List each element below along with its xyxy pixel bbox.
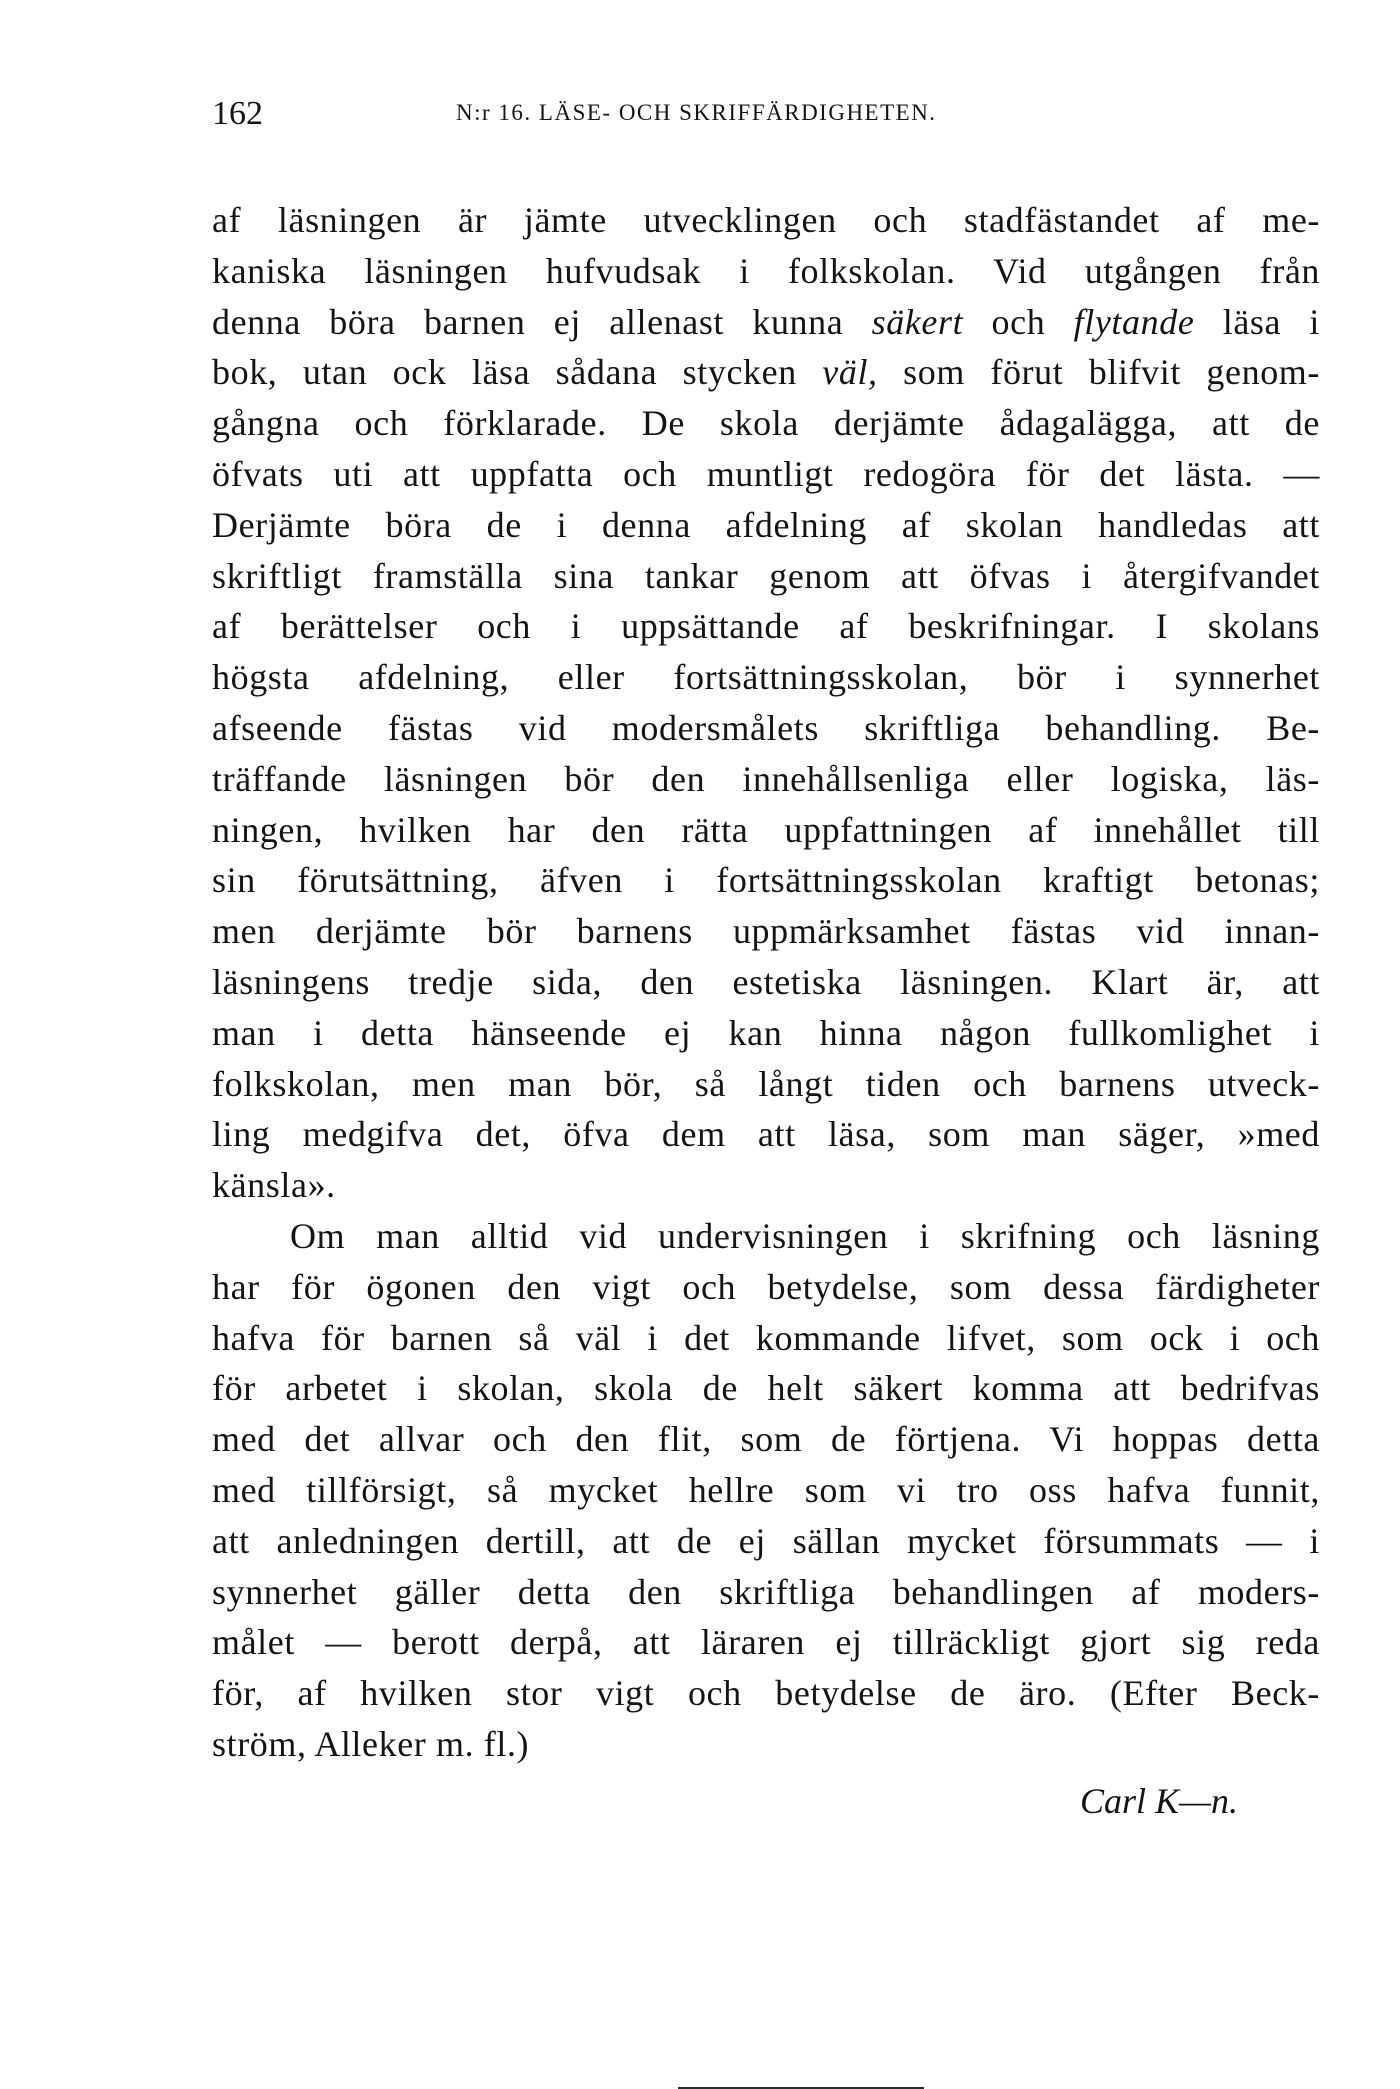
text-line: men derjämte bör barnens uppmärksamhet fästas vid innan- [212, 911, 1320, 952]
text-line: man i detta hänseende ej kan hinna någon fullkomlighet i [212, 1012, 1320, 1053]
body-text [212, 195, 1320, 1828]
paragraph-1 [212, 195, 1320, 1211]
text-line: läsningens tredje sida, den estetiska läsningen. Klart är, att [212, 961, 1320, 1002]
text-line: denna böra barnen ej allenast kunna säkert och flytande läsa i [212, 301, 1320, 342]
text-line: Derjämte böra de i denna afdelning af skolan handledas att [212, 504, 1320, 545]
text-line: af berättelser och i uppsättande af beskrifningar. I skolans [212, 606, 1320, 647]
text-line: att anledningen dertill, att de ej sällan mycket försummats — i [212, 1520, 1320, 1561]
text-line: för, af hvilken stor vigt och betydelse de äro. (Efter Beck- [212, 1673, 1320, 1714]
text-line: ling medgifva det, öfva dem att läsa, som man säger, »med [212, 1114, 1320, 1155]
text-line: kaniska läsningen hufvudsak i folkskolan. Vid utgången från [212, 250, 1320, 291]
text-line: sin förutsättning, äfven i fortsättningsskolan kraftigt betonas; [212, 860, 1320, 901]
running-head: N:r 16. LÄSE- OCH SKRIFFÄRDIGHETEN. [456, 100, 937, 125]
text-line: med tillförsigt, så mycket hellre som vi tro oss hafva funnit, [212, 1469, 1320, 1510]
author-signature: Carl K—n. [1079, 1780, 1238, 1821]
italic-word: väl, [822, 352, 878, 393]
text-line: känsla». [212, 1165, 336, 1206]
text-line: med det allvar och den flit, som de förtjena. Vi hoppas detta [212, 1419, 1320, 1460]
text-line: folkskolan, men man bör, så långt tiden och barnens utveck- [212, 1063, 1320, 1104]
text-line: bok, utan ock läsa sådana stycken väl, som förut blifvit genom- [212, 352, 1320, 393]
text-line: Om man alltid vid undervisningen i skrifning och läsning [290, 1215, 1320, 1256]
text-line: afseende fästas vid modersmålets skriftliga behandling. Be- [212, 707, 1320, 748]
text-line: för arbetet i skolan, skola de helt säkert komma att bedrifvas [212, 1368, 1320, 1409]
text-line: öfvats uti att uppfatta och muntligt redogöra för det lästa. — [212, 453, 1320, 494]
text-line: af läsningen är jämte utvecklingen och stadfästandet af me- [212, 200, 1320, 240]
text-line: ningen, hvilken har den rätta uppfattningen af innehållet till [212, 809, 1320, 850]
text-line: högsta afdelning, eller fortsättningsskolan, bör i synnerhet [212, 657, 1320, 698]
page-number: 162 [212, 95, 263, 132]
text-line: gångna och förklarade. De skola derjämte ådagalägga, att de [212, 403, 1320, 444]
text-line: hafva för barnen så väl i det kommande lifvet, som ock i och [212, 1317, 1320, 1358]
paragraph-2 [212, 1211, 1320, 1770]
page-header [212, 95, 1320, 139]
text-line: har för ögonen den vigt och betydelse, som dessa färdigheter [212, 1266, 1320, 1307]
italic-word: säkert [871, 301, 964, 342]
text-line: målet — berott derpå, att läraren ej tillräckligt gjort sig reda [212, 1622, 1320, 1663]
text-line: skriftligt framställa sina tankar genom att öfvas i återgifvandet [212, 555, 1320, 596]
text-line: träffande läsningen bör den innehållsenliga eller logiska, läs- [212, 758, 1320, 799]
book-page [212, 95, 1320, 1828]
text-line: ström, Alleker m. fl.) [212, 1723, 530, 1764]
italic-word: flytande [1073, 301, 1195, 342]
text-line: synnerhet gäller detta den skriftliga behandlingen af moders- [212, 1571, 1320, 1612]
